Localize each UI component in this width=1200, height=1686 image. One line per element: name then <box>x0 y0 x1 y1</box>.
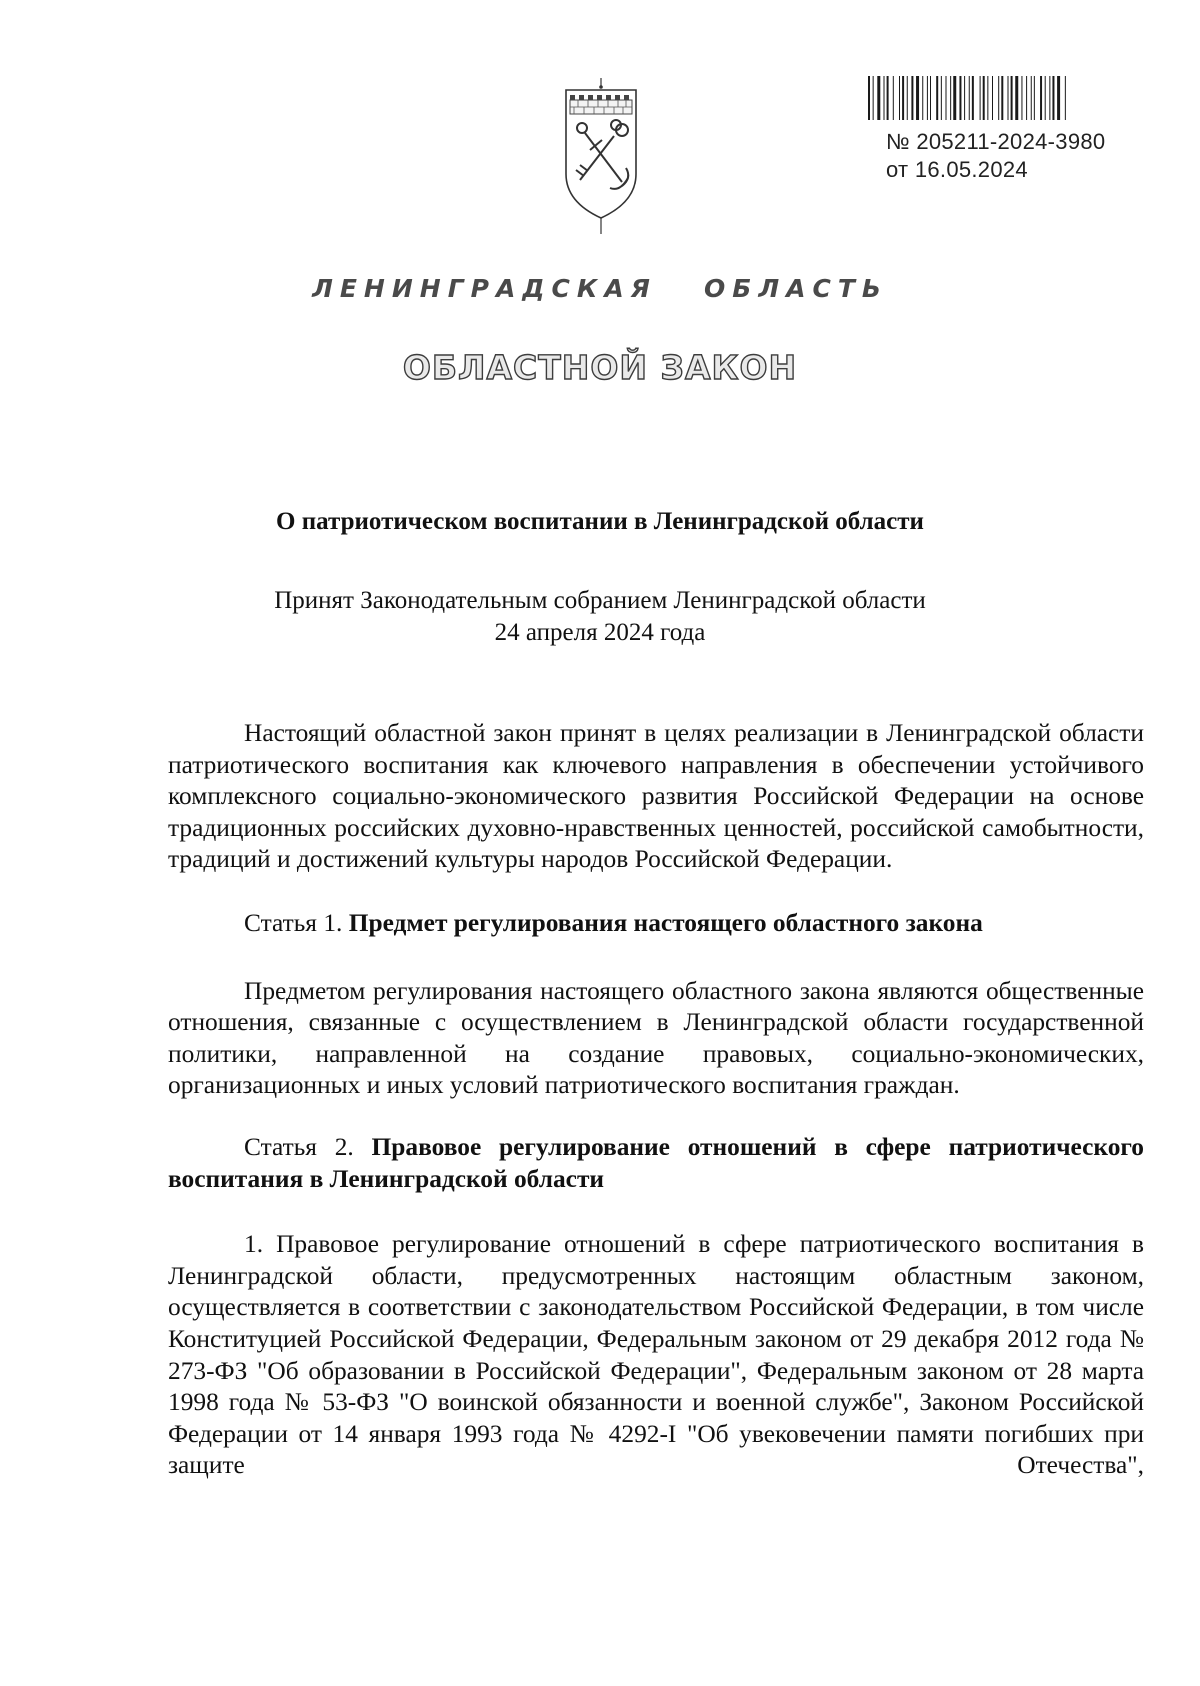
registration-number: № 205211-2024-3980 <box>886 129 1106 154</box>
article-2-prefix: Статья 2. <box>244 1132 354 1161</box>
law-title: О патриотическом воспитании в Ленинградской области <box>276 508 924 535</box>
article-2-title: Правовое регулирование отношений в сфере патриотического воспитания в Ленинградской области <box>168 1132 1144 1193</box>
article-2-heading <box>168 1132 1144 1195</box>
article-1-prefix: Статья 1. <box>244 908 343 937</box>
registration-block <box>886 128 1105 184</box>
adoption-line-1: Принят Законодательным собранием Ленинградской области <box>274 587 926 614</box>
law-body <box>168 718 1144 1482</box>
article-1-paragraph: Предметом регулирования настоящего областного закона являются общественные отношения, связанные с осуществлением в Ленинградской области государственной политики, направленной на создание правовых, социально-экономических, организационных и иных условий патриотического воспитания граждан. <box>168 976 1144 1100</box>
adoption-line-2: 24 апреля 2024 года <box>494 619 706 646</box>
region-heading: ЛЕНИНГРАДСКАЯ ОБЛАСТЬ <box>312 274 888 303</box>
law-type-heading: ОБЛАСТНОЙ ЗАКОН <box>402 348 798 387</box>
preamble-paragraph: Настоящий областной закон принят в целях реализации в Ленинградской области патриотического воспитания как ключевого направления в обеспечении устойчивого комплексного социально-экономического развития Российской Федерации на основе традиционных российских духовно-нравственных ценностей, российской самобытности, традиций и достижений культуры народов Российской Федерации. <box>168 719 1144 874</box>
article-1-title: Предмет регулирования настоящего областного закона <box>348 908 983 937</box>
adoption-note <box>0 585 1200 649</box>
barcode-icon <box>868 76 1126 120</box>
article-1-heading <box>168 908 1144 940</box>
registration-date: от 16.05.2024 <box>886 157 1028 182</box>
coat-of-arms-icon <box>560 78 642 234</box>
article-2-paragraph-1: 1. Правовое регулирование отношений в сфере патриотического воспитания в Ленинградской области, предусмотренных настоящим областным законом, осуществляется в соответствии с законодательством Российской Федерации, в том числе Конституцией Российской Федерации, Федеральным законом от 29 декабря 2012 года № 273-ФЗ "Об образовании в Российской Федерации", Федеральным законом от 28 марта 1998 года № 53-ФЗ "О воинской обязанности и военной службе", Законом Российской Федерации от 14 января 1993 года № 4292-I "Об увековечении памяти погибших при защите Отечества", <box>168 1230 1144 1480</box>
